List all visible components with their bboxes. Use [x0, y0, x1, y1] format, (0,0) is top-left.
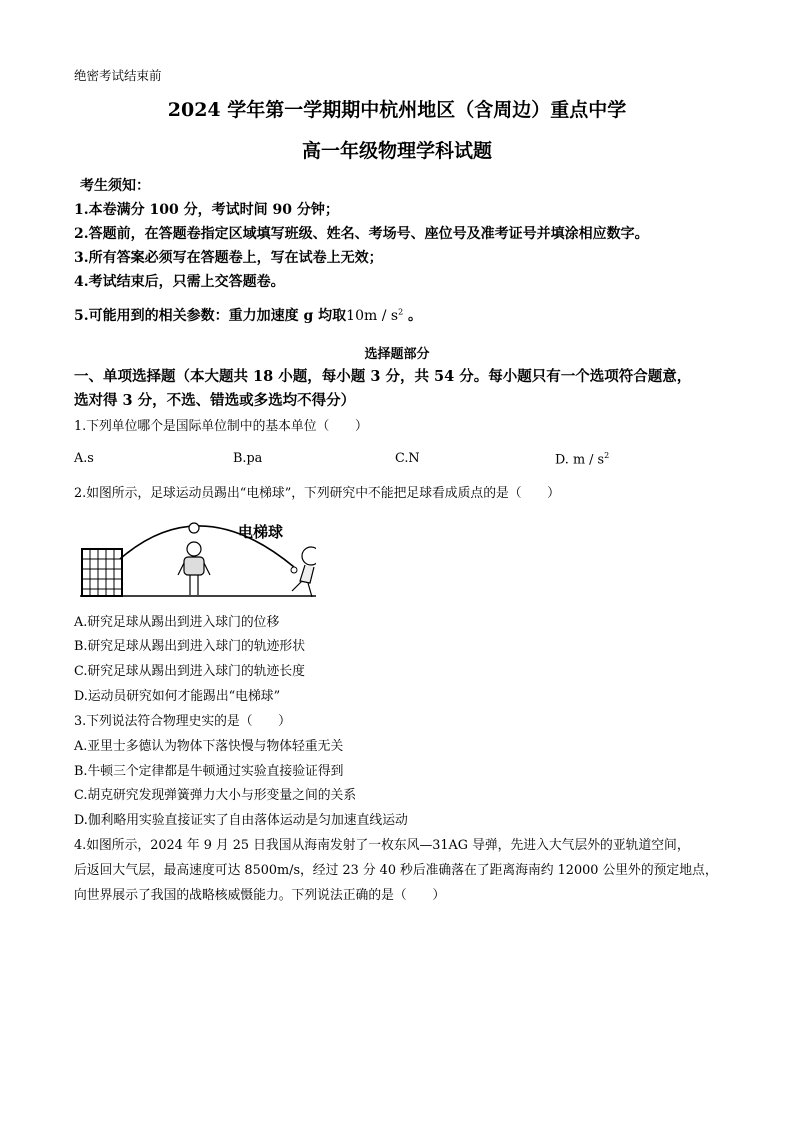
q3-option-b: B.牛顿三个定律都是牛顿通过实验直接验证得到 — [74, 764, 344, 779]
elevator-ball-figure — [80, 509, 316, 609]
question-2-stem: 2.如图所示，足球运动员踢出“电梯球”，下列研究中不能把足球看成质点的是（ ） — [74, 486, 560, 501]
notice-item: 2.答题前，在答题卷指定区域填写班级、姓名、考场号、座位号及准考证号并填涂相应数字。 — [74, 226, 649, 242]
ball — [189, 523, 199, 533]
q3-option-d: D.伽利略用实验直接证实了自由落体运动是匀加速直线运动 — [74, 813, 408, 828]
question-4-line: 后返回大气层，最高速度可达 8500m/s，经过 23 分 40 秒后准确落在了距离海南约 12000 公里外的预定地点， — [74, 863, 718, 878]
gravity-exponent: 2 — [398, 307, 404, 317]
question-3-stem: 3.下列说法符合物理史实的是（ ） — [74, 714, 291, 729]
q3-option-a: A.亚里士多德认为物体下落快慢与物体轻重无关 — [74, 739, 344, 754]
notice-item: 4.考试结束后，只需上交答题卷。 — [74, 274, 285, 290]
notice-heading: 考生须知： — [80, 178, 150, 194]
q3-option-c: C.胡克研究发现弹簧弹力大小与形变量之间的关系 — [74, 788, 357, 803]
part-heading-line2: 选对得 3 分，不选、错选或多选均不得分） — [74, 392, 356, 409]
gravity-text: 5.可能用到的相关参数：重力加速度 g 均取 — [74, 308, 347, 324]
gravity-suffix: 。 — [403, 308, 423, 324]
figure-label: 电梯球 — [238, 524, 284, 541]
q1-option-d — [555, 451, 609, 467]
question-4-line: 4.如图所示，2024 年 9 月 25 日我国从海南发射了一枚东风—31AG 导弹，先进入大气层外的亚轨道空间， — [74, 838, 690, 853]
part-heading-line1: 一、单项选择题（本大题共 18 小题，每小题 3 分，共 54 分。每小题只有一个选项符合题意， — [74, 368, 692, 385]
q1-option-d-text: D. m / s — [555, 452, 605, 468]
section-title: 选择题部分 — [364, 347, 430, 362]
notice-item: 1.本卷满分 100 分，考试时间 90 分钟； — [74, 202, 339, 218]
confidential-label: 绝密考试结束前 — [74, 68, 162, 83]
q2-option-b: B.研究足球从踢出到进入球门的轨迹形状 — [74, 639, 306, 654]
notice-item: 3.所有答案必须写在答题卷上，写在试卷上无效； — [74, 250, 383, 266]
q2-option-a: A.研究足球从踢出到进入球门的位移 — [74, 615, 280, 630]
kicked-ball — [291, 567, 297, 573]
q2-option-d: D.运动员研究如何才能踢出“电梯球” — [74, 689, 281, 704]
exam-title: 2024 学年第一学期期中杭州地区（含周边）重点中学 — [167, 99, 627, 121]
figure-drawing — [80, 509, 316, 609]
exam-subtitle: 高一年级物理学科试题 — [301, 140, 492, 162]
notice-item-gravity — [74, 305, 422, 325]
q1-option-d-exponent: 2 — [604, 451, 610, 460]
q2-option-c: C.研究足球从踢出到进入球门的轨迹长度 — [74, 664, 305, 679]
q1-option-a: A.s — [74, 451, 94, 466]
q1-option-b: B.pa — [233, 451, 263, 466]
goal-net — [82, 549, 122, 596]
gravity-value: 10m / s — [346, 308, 399, 324]
wall-player — [178, 542, 210, 595]
question-1-stem: 1.下列单位哪个是国际单位制中的基本单位（ ） — [74, 419, 368, 434]
q1-option-c: C.N — [395, 451, 420, 466]
question-4-line: 向世界展示了我国的战略核威慑能力。下列说法正确的是（ ） — [74, 888, 446, 903]
